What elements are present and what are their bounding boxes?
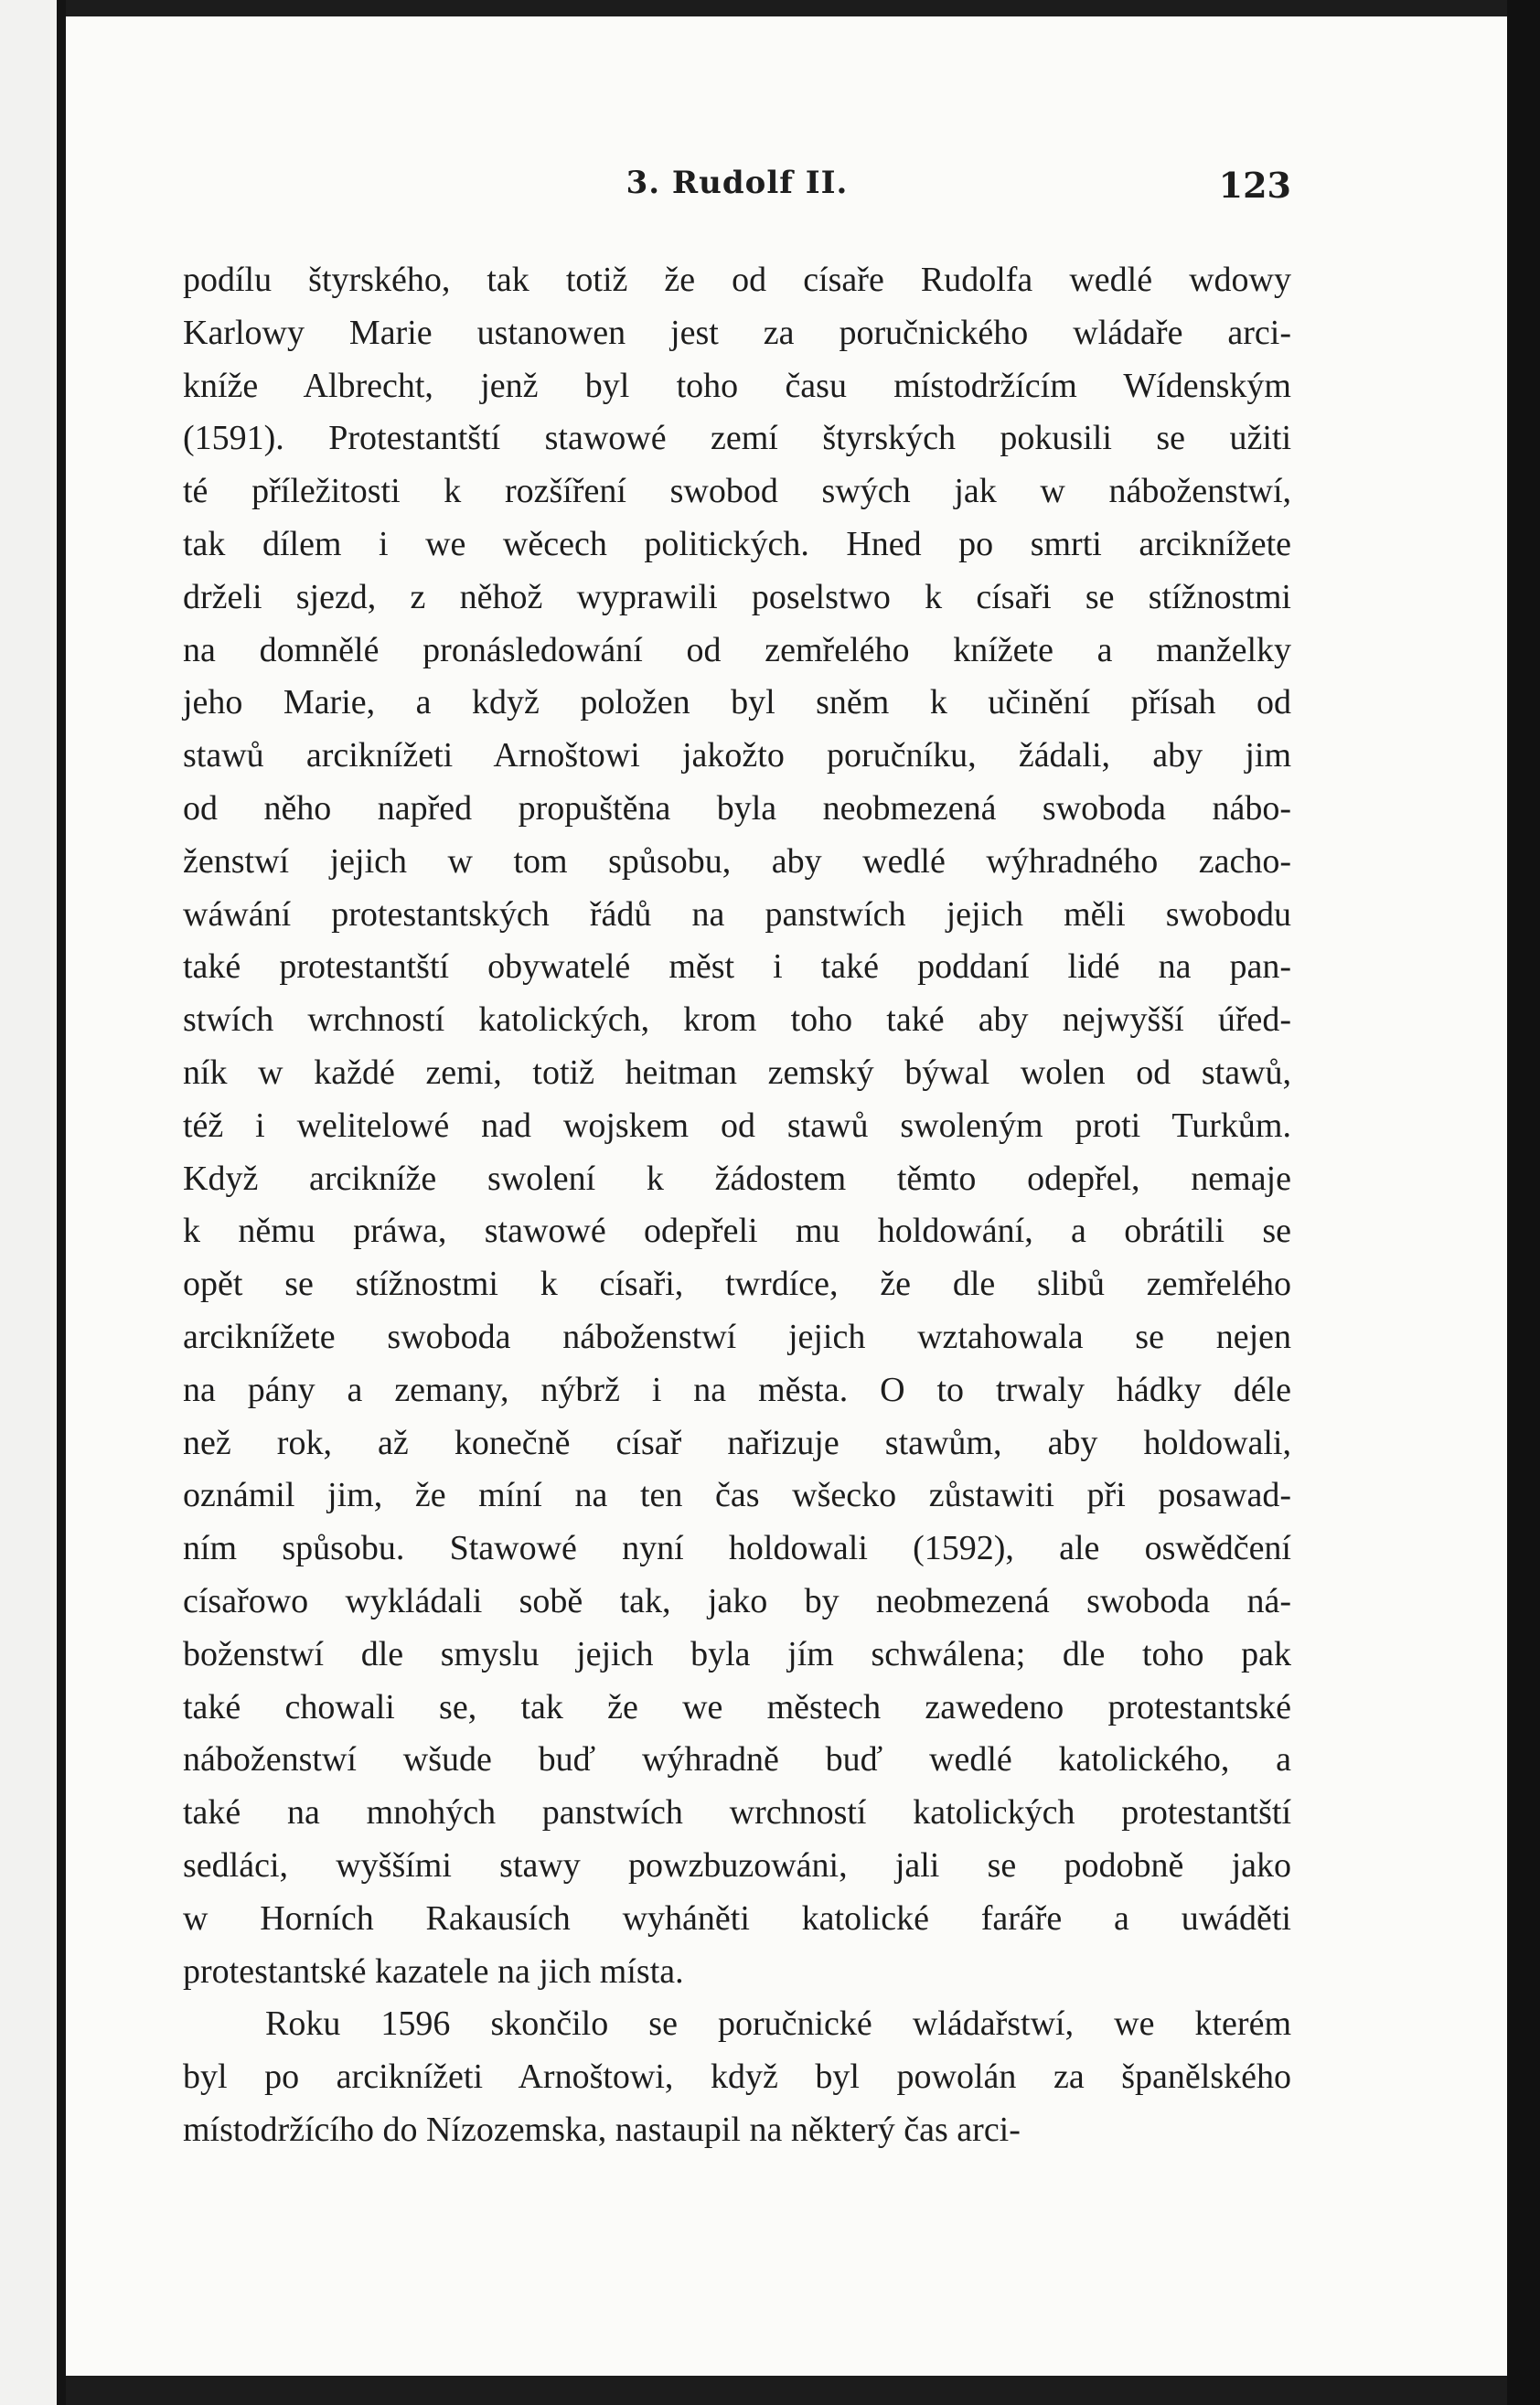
text-line: wáwání protestantských řádů na panstwích jejich měli swobodu <box>183 894 1291 934</box>
text-line: (1591). Protestantští stawowé zemí štyrských pokusili se užiti <box>183 419 1291 458</box>
scan-border <box>1507 0 1540 2405</box>
text-line: na pány a zemany, nýbrž i na města. O to trwaly hádky déle <box>183 1370 1291 1409</box>
text-line: od něho napřed propuštěna byla neobmezená swoboda nábo- <box>183 788 1291 828</box>
text-line: také protestantští obywatelé měst i také poddaní lidé na pan- <box>183 947 1291 987</box>
text-line: té příležitosti k rozšíření swobod swých jak w náboženstwí, <box>183 472 1291 511</box>
text-line: drželi sjezd, z něhož wyprawili poselstwo k císaři se stížnostmi <box>183 577 1291 616</box>
text-line: ník w každé zemi, totiž heitman zemský býwal wolen od stawů, <box>183 1053 1291 1092</box>
text-line: sedláci, wyššími stawy powzbuzowáni, jali se podobně jako <box>183 1845 1291 1885</box>
text-line: místodržícího do Nízozemska, nastaupil na některý čas arci- <box>183 2110 1021 2149</box>
text-line: císařowo wykládali sobě tak, jako by neobmezená swoboda ná- <box>183 1581 1291 1620</box>
text-line: Když arcikníže swolení k žádostem těmto odepřel, nemaje <box>183 1159 1291 1198</box>
text-line: stwích wrchností katolických, krom toho také aby nejwyšší úřed- <box>183 1000 1291 1040</box>
text-line: boženstwí dle smyslu jejich byla jím schwálena; dle toho pak <box>183 1634 1291 1673</box>
running-title: 3. Rudolf II. <box>626 165 849 201</box>
text-line: k němu práwa, stawowé odepřeli mu holdowání, a obrátili se <box>183 1212 1291 1251</box>
text-line: oznámil jim, že míní na ten čas wšecko zůstawiti při posawad- <box>183 1476 1291 1515</box>
text-line: na domnělé pronásledowání od zemřelého knížete a manželky <box>183 630 1291 669</box>
text-line: opět se stížnostmi k císaři, twrdíce, že dle slibů zemřelého <box>183 1265 1291 1304</box>
page-header <box>183 165 1291 210</box>
text-line: také na mnohých panstwích wrchností katolických protestantští <box>183 1793 1291 1833</box>
paragraph-1 <box>183 254 1291 1998</box>
text-line: protestantské kazatele na jich místa. <box>183 1951 684 1991</box>
page-number: 123 <box>1218 165 1291 206</box>
text-line: w Horních Rakausích wyháněti katolické faráře a uwáděti <box>183 1898 1291 1938</box>
paragraph-2 <box>183 1998 1291 2156</box>
binding-edge <box>57 0 66 2405</box>
text-line: kníže Albrecht, jenž byl toho času místodržícím Wídenským <box>183 366 1291 405</box>
text-line: náboženstwí wšude buď wýhradně buď wedlé katolického, a <box>183 1740 1291 1780</box>
text-line: ním spůsobu. Stawowé nyní holdowali (1592), ale oswědčení <box>183 1529 1291 1568</box>
text-line: než rok, až konečně císař nařizuje stawům, aby holdowali, <box>183 1423 1291 1462</box>
text-line: také chowali se, tak že we městech zawedeno protestantské <box>183 1687 1291 1726</box>
text-line: stawů arciknížeti Arnoštowi jakožto poručníku, žádali, aby jim <box>183 736 1291 775</box>
text-line: též i welitelowé nad wojskem od stawů swoleným proti Turkům. <box>183 1106 1291 1145</box>
text-line: podílu štyrského, tak totiž že od císaře Rudolfa wedlé wdowy <box>183 261 1291 299</box>
text-line: Karlowy Marie ustanowen jest za poručnického wládaře arci- <box>183 313 1291 352</box>
text-line: byl po arciknížeti Arnoštowi, když byl powolán za španělského <box>183 2058 1291 2097</box>
text-line: ženstwí jejich w tom spůsobu, aby wedlé wýhradného zacho- <box>183 841 1291 881</box>
text-line: jeho Marie, a když položen byl sněm k učinění přísah od <box>183 683 1291 722</box>
body-text <box>183 254 1291 2157</box>
text-line: Roku 1596 skončilo se poručnické wládařstwí, we kterém <box>265 2004 1291 2044</box>
text-line: arciknížete swoboda náboženstwí jejich wztahowala se nejen <box>183 1317 1291 1356</box>
text-line: tak dílem i we wěcech politických. Hned po smrti arciknížete <box>183 524 1291 563</box>
